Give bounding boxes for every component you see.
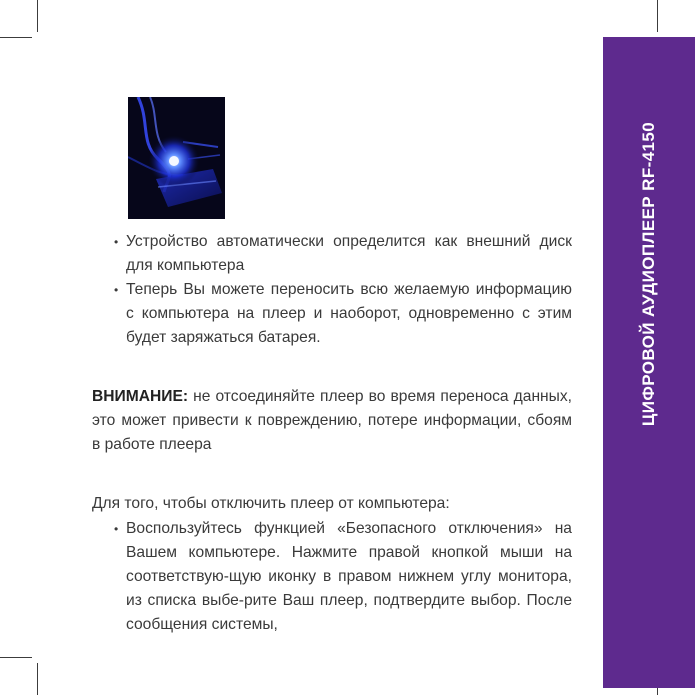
instructions-text [92, 230, 572, 637]
usb-cable-blue-glow-photo [128, 97, 225, 219]
bullet-list-connection [92, 230, 572, 350]
list-item: • Устройство автоматически определится как внешний диск для компьютера [92, 230, 572, 278]
side-title-text: ЦИФРОВОЙ АУДИОПЛЕЕР RF-4150 [639, 121, 658, 427]
crop-mark-bottom-left-v [37, 663, 38, 695]
warning-paragraph [92, 385, 572, 457]
crop-mark-top-right-v [657, 0, 658, 32]
usb-cable-photo [128, 97, 225, 219]
list-item: • Теперь Вы можете переносить всю желаемую информацию с компьютера на плеер и наоборот, одновременно с этим будет заряжаться батарея. [92, 278, 572, 350]
list-item: • Воспользуйтесь функцией «Безопасного отключения» на Вашем компьютере. Нажмите правой кнопкой мыши на соответствую-щую иконку в правом нижнем углу монитора, из списка выбе-рите Ваш плеер, подтвердите выбор. После сообщения системы, [92, 517, 572, 637]
warning-text: не отсоединяйте плеер во время переноса данных, это может привести к повреждению, потере информации, сбоям в работе плеера [92, 388, 572, 453]
crop-mark-top-left-v [37, 0, 38, 32]
crop-mark-bottom-left-h [0, 657, 32, 658]
disconnect-intro: Для того, чтобы отключить плеер от компьютера: [92, 495, 450, 512]
side-title [603, 37, 695, 688]
warning-label: ВНИМАНИЕ: [92, 388, 189, 405]
crop-mark-top-left-h [0, 37, 32, 38]
bullet-list-disconnect [92, 517, 572, 637]
